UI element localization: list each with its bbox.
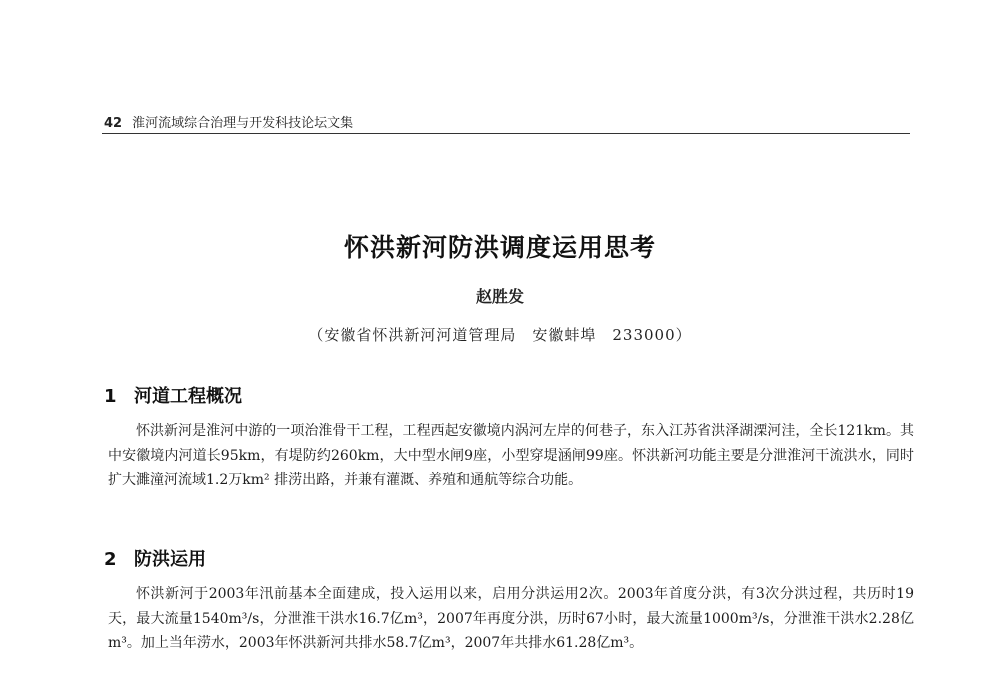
section-title: 河道工程概况 [134,386,242,407]
section-title: 防洪运用 [134,549,206,570]
author-affiliation: （安徽省怀洪新河河道管理局 安徽蚌埠 233000） [308,326,692,344]
book-title: 淮河流域综合治理与开发科技论坛文集 [132,116,354,131]
header-divider [102,133,910,134]
section-heading-2 [104,545,206,571]
section-heading-1 [104,382,242,408]
article-title: 怀洪新河防洪调度运用思考 [343,233,656,262]
section-number: 2 [104,549,117,570]
section-2-paragraph: 怀洪新河于2003年汛前基本全面建成，投入运用以来，启用分洪运用2次。2003年首度分洪，有3次分洪过程，共历时19天，最大流量1540m³/s，分泄淮干洪水16.7亿m³，2007年再度分洪，历时67小时，最大流量1000m³/s，分泄淮干洪水2.28亿m³。加上当年涝水，2003年怀洪新河共排水58.7亿m³，2007年共排水61.28亿m³。 [108,586,914,651]
running-header [104,112,910,131]
article-author: 赵胜发 [475,287,524,306]
page-number: 42 [104,116,123,131]
section-1-paragraph: 怀洪新河是淮河中游的一项治淮骨干工程，工程西起安徽境内涡河左岸的何巷子，东入江苏省洪泽湖溧河洼，全长121km。其中安徽境内河道长95km，有堤防约260km，大中型水闸9座，小型穿堤涵闸99座。怀洪新河功能主要是分泄淮河干流洪水，同时扩大濉潼河流域1.2万km² 排涝出路，并兼有灌溉、养殖和通航等综合功能。 [108,423,914,488]
section-number: 1 [104,386,117,407]
